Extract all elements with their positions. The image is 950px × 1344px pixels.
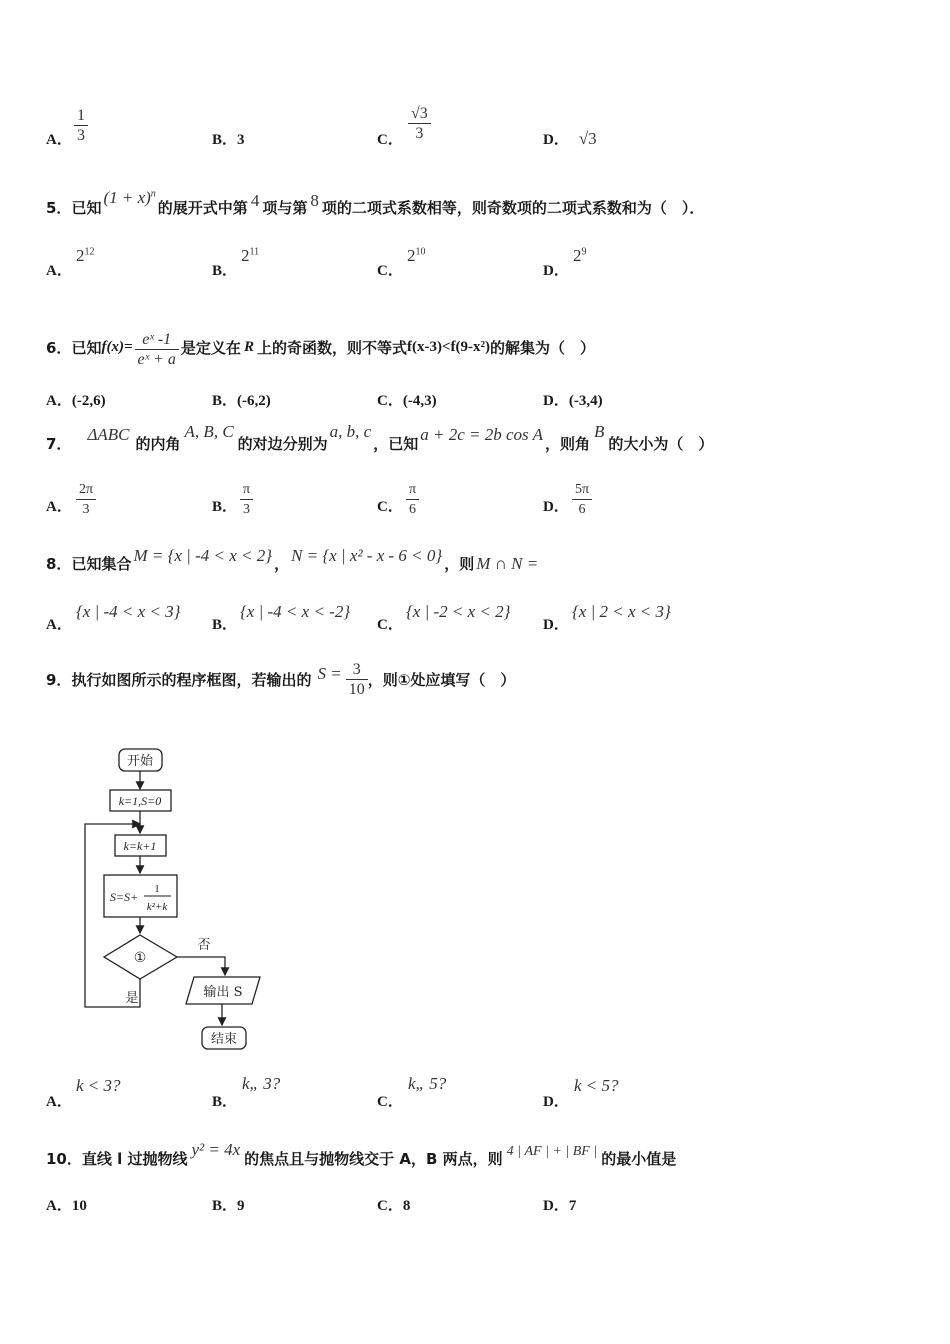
- stem-text: 的最小值是: [601, 1150, 677, 1168]
- option-letter: C．: [377, 263, 403, 279]
- q9-option-d-value: k < 5?: [574, 1076, 619, 1095]
- q9-option-c-value: k„ 5?: [408, 1074, 447, 1093]
- option-letter: B．: [212, 499, 238, 515]
- q6-option-d[interactable]: [543, 389, 603, 410]
- q7-option-a-fraction: 2π 3: [76, 480, 96, 519]
- q5-option-b-value: $2^{11}$: [241, 246, 260, 265]
- q8-option-d[interactable]: [543, 613, 569, 634]
- stem-text: 项与第: [262, 199, 308, 217]
- q7-stem: [46, 422, 714, 454]
- term-index-1: 4: [250, 191, 260, 210]
- option-value: 10: [71, 1198, 87, 1214]
- flowchart-condition-label: ①: [133, 950, 147, 966]
- option-letter: C．: [377, 393, 403, 409]
- q10-option-d[interactable]: [543, 1194, 576, 1215]
- equation: a + 2c = 2b cos A: [420, 425, 543, 444]
- option-value: 8: [402, 1198, 411, 1214]
- flowchart-end-label: 结束: [210, 1032, 238, 1047]
- set-m: M = {x | -4 < x < 2}: [133, 546, 273, 565]
- flowchart-init-label: k=1,S=0: [118, 794, 162, 808]
- q7-option-b[interactable]: [212, 495, 237, 516]
- option-value: 7: [568, 1198, 577, 1214]
- q4-option-a[interactable]: [46, 128, 72, 149]
- question-number: 9．: [46, 671, 72, 689]
- q5-option-a[interactable]: [46, 259, 72, 280]
- q6-fraction: [135, 330, 179, 369]
- option-letter: D．: [543, 1094, 569, 1110]
- stem-text: 的内角: [135, 435, 181, 453]
- question-number: 6．: [46, 339, 72, 357]
- question-number: 5．: [46, 199, 72, 217]
- option-letter: A．: [46, 132, 72, 148]
- separator: ，: [274, 555, 290, 573]
- flowchart-frac-num: 1: [154, 883, 160, 895]
- option-letter: B．: [212, 1198, 238, 1214]
- q8-option-d-value: {x | 2 < x < 3}: [572, 602, 671, 621]
- flowchart-yes-label: 是: [125, 991, 139, 1006]
- stem-text: 的焦点且与抛物线交于 A，B 两点，则: [244, 1150, 503, 1168]
- option-letter: A．: [46, 617, 72, 633]
- flowchart-sum-label: S=S+: [109, 890, 139, 904]
- distance-expression: 4 | AF | + | BF |: [506, 1144, 598, 1159]
- question-number: 10．: [46, 1150, 82, 1168]
- q7-option-a[interactable]: [46, 495, 72, 516]
- question-number: 7．: [46, 435, 72, 453]
- flowchart: [80, 740, 280, 1060]
- option-letter: D．: [543, 617, 569, 633]
- stem-text: 已知: [71, 339, 102, 357]
- q8-option-b[interactable]: [212, 613, 237, 634]
- q7-option-c[interactable]: [377, 495, 403, 516]
- denominator: 3: [415, 125, 424, 142]
- flowchart-increment-label: k=k+1: [123, 839, 157, 853]
- q4-option-a-fraction: [74, 106, 88, 145]
- numerator: 1: [77, 107, 85, 124]
- option-letter: C．: [377, 1094, 403, 1110]
- parabola-equation: y² = 4x: [191, 1140, 241, 1159]
- q10-option-a[interactable]: [46, 1194, 87, 1215]
- denominator: 3: [77, 127, 85, 144]
- sides: a, b, c: [329, 422, 372, 441]
- q5-option-d[interactable]: [543, 259, 569, 280]
- binomial-exponent: n: [150, 188, 156, 200]
- s-label: S =: [317, 663, 342, 683]
- function-label: f(x)=: [101, 339, 133, 355]
- option-letter: A．: [46, 263, 72, 279]
- stem-text: 上的奇函数，则不等式: [256, 339, 407, 357]
- stem-text: 的对边分别为: [237, 435, 328, 453]
- q5-stem: [46, 188, 705, 218]
- stem-text: 的解集为（ ）: [489, 339, 595, 357]
- q9-option-c[interactable]: [377, 1090, 403, 1111]
- q6-stem: [46, 328, 595, 367]
- option-value: (-4,3): [402, 393, 437, 409]
- option-value: √3: [578, 129, 597, 148]
- stem-text: 是定义在: [180, 339, 241, 357]
- numerator: eˣ -1: [142, 331, 172, 348]
- flowchart-start-label: 开始: [126, 754, 154, 769]
- option-value: (-3,4): [568, 393, 603, 409]
- q9-option-d[interactable]: [543, 1090, 569, 1111]
- option-letter: B．: [212, 263, 238, 279]
- stem-text: ，则①处应填写（ ）: [367, 671, 516, 689]
- stem-text: 执行如图所示的程序框图，若输出的: [71, 671, 312, 689]
- flowchart-frac-den: k²+k: [146, 901, 168, 913]
- term-index-2: 8: [310, 191, 319, 210]
- stem-text: 项的二项式系数相等，则奇数项的二项式系数和为（ ）．: [321, 199, 705, 217]
- q8-option-a-value: {x | -4 < x < 3}: [76, 602, 181, 621]
- q10-option-b[interactable]: [212, 1194, 245, 1215]
- q8-option-b-value: {x | -4 < x < -2}: [240, 602, 351, 621]
- set-n: N = {x | x² - x - 6 < 0}: [291, 546, 443, 565]
- angles: A, B, C: [184, 422, 234, 441]
- q5-option-d-value: $2^9$: [573, 246, 587, 265]
- q5-option-a-value: $2^{12}$: [76, 246, 95, 265]
- q6-option-b[interactable]: [212, 389, 271, 410]
- option-value: 3: [237, 132, 245, 148]
- option-letter: D．: [543, 263, 569, 279]
- binomial-expression: (1 + x): [103, 188, 151, 207]
- stem-text: 已知集合: [71, 555, 132, 573]
- intersection: M ∩ N =: [476, 554, 539, 573]
- q9-option-a[interactable]: [46, 1090, 72, 1111]
- stem-text: ，已知: [373, 435, 419, 453]
- q10-option-c[interactable]: [377, 1194, 410, 1215]
- q9-fraction: $\frac{3}{10}$: [346, 660, 368, 699]
- option-letter: D．: [543, 393, 569, 409]
- option-letter: A．: [46, 393, 72, 409]
- q5-option-c[interactable]: [377, 259, 403, 280]
- q9-option-b[interactable]: [212, 1090, 237, 1111]
- set-r: R: [243, 339, 254, 355]
- q5-option-b[interactable]: [212, 259, 237, 280]
- stem-text: 的展开式中第: [157, 199, 248, 217]
- option-letter: B．: [212, 393, 238, 409]
- stem-text: ，则: [444, 555, 475, 573]
- flowchart-no-label: 否: [197, 938, 211, 953]
- q4-option-c-fraction: [408, 104, 431, 143]
- q10-stem: [46, 1140, 677, 1169]
- q8-option-c-value: {x | -2 < x < 2}: [406, 602, 511, 621]
- denominator: eˣ + a: [137, 351, 176, 368]
- q5-option-c-value: $2^{10}$: [407, 246, 426, 265]
- option-letter: B．: [212, 1094, 238, 1110]
- q9-option-a-value: k < 3?: [76, 1076, 121, 1095]
- option-value: 9: [237, 1198, 245, 1214]
- stem-text: 直线 l 过抛物线: [81, 1150, 188, 1168]
- q4-option-c[interactable]: [377, 128, 403, 149]
- stem-text: 的大小为（ ）: [608, 435, 714, 453]
- q9-option-b-value: k„ 3?: [242, 1074, 281, 1093]
- option-letter: D．: [543, 1198, 569, 1214]
- q7-option-d-fraction: 5π 6: [572, 480, 592, 519]
- q6-option-c[interactable]: [377, 389, 437, 410]
- q7-option-b-fraction: π 3: [240, 480, 253, 519]
- stem-text: 已知: [71, 199, 102, 217]
- inequality: f(x-3)<f(9-x²): [406, 339, 490, 355]
- q8-option-a[interactable]: [46, 613, 72, 634]
- option-letter: C．: [377, 499, 403, 515]
- option-letter: A．: [46, 1198, 72, 1214]
- option-letter: B．: [212, 132, 238, 148]
- q8-stem: [46, 546, 539, 574]
- option-letter: B．: [212, 617, 238, 633]
- triangle: ΔABC: [87, 425, 130, 444]
- angle-b: B: [593, 422, 605, 441]
- option-letter: D．: [543, 499, 569, 515]
- q9-stem: [46, 660, 515, 699]
- q6-option-a[interactable]: [46, 389, 106, 410]
- flowchart-output-label: 输出 S: [203, 985, 243, 1000]
- numerator: √3: [411, 105, 428, 122]
- q4-option-b[interactable]: [212, 128, 245, 149]
- option-value: (-2,6): [71, 393, 106, 409]
- option-letter: C．: [377, 617, 403, 633]
- option-letter: D．: [543, 132, 569, 148]
- option-letter: C．: [377, 1198, 403, 1214]
- option-letter: C．: [377, 132, 403, 148]
- q7-option-c-fraction: π 6: [406, 480, 419, 519]
- question-number: 8．: [46, 555, 72, 573]
- option-value: (-6,2): [237, 393, 271, 409]
- stem-text: ，则角: [544, 435, 590, 453]
- option-letter: A．: [46, 1094, 72, 1110]
- q7-option-d[interactable]: [543, 495, 569, 516]
- q8-option-c[interactable]: [377, 613, 403, 634]
- option-letter: A．: [46, 499, 72, 515]
- q4-option-d[interactable]: [543, 128, 597, 149]
